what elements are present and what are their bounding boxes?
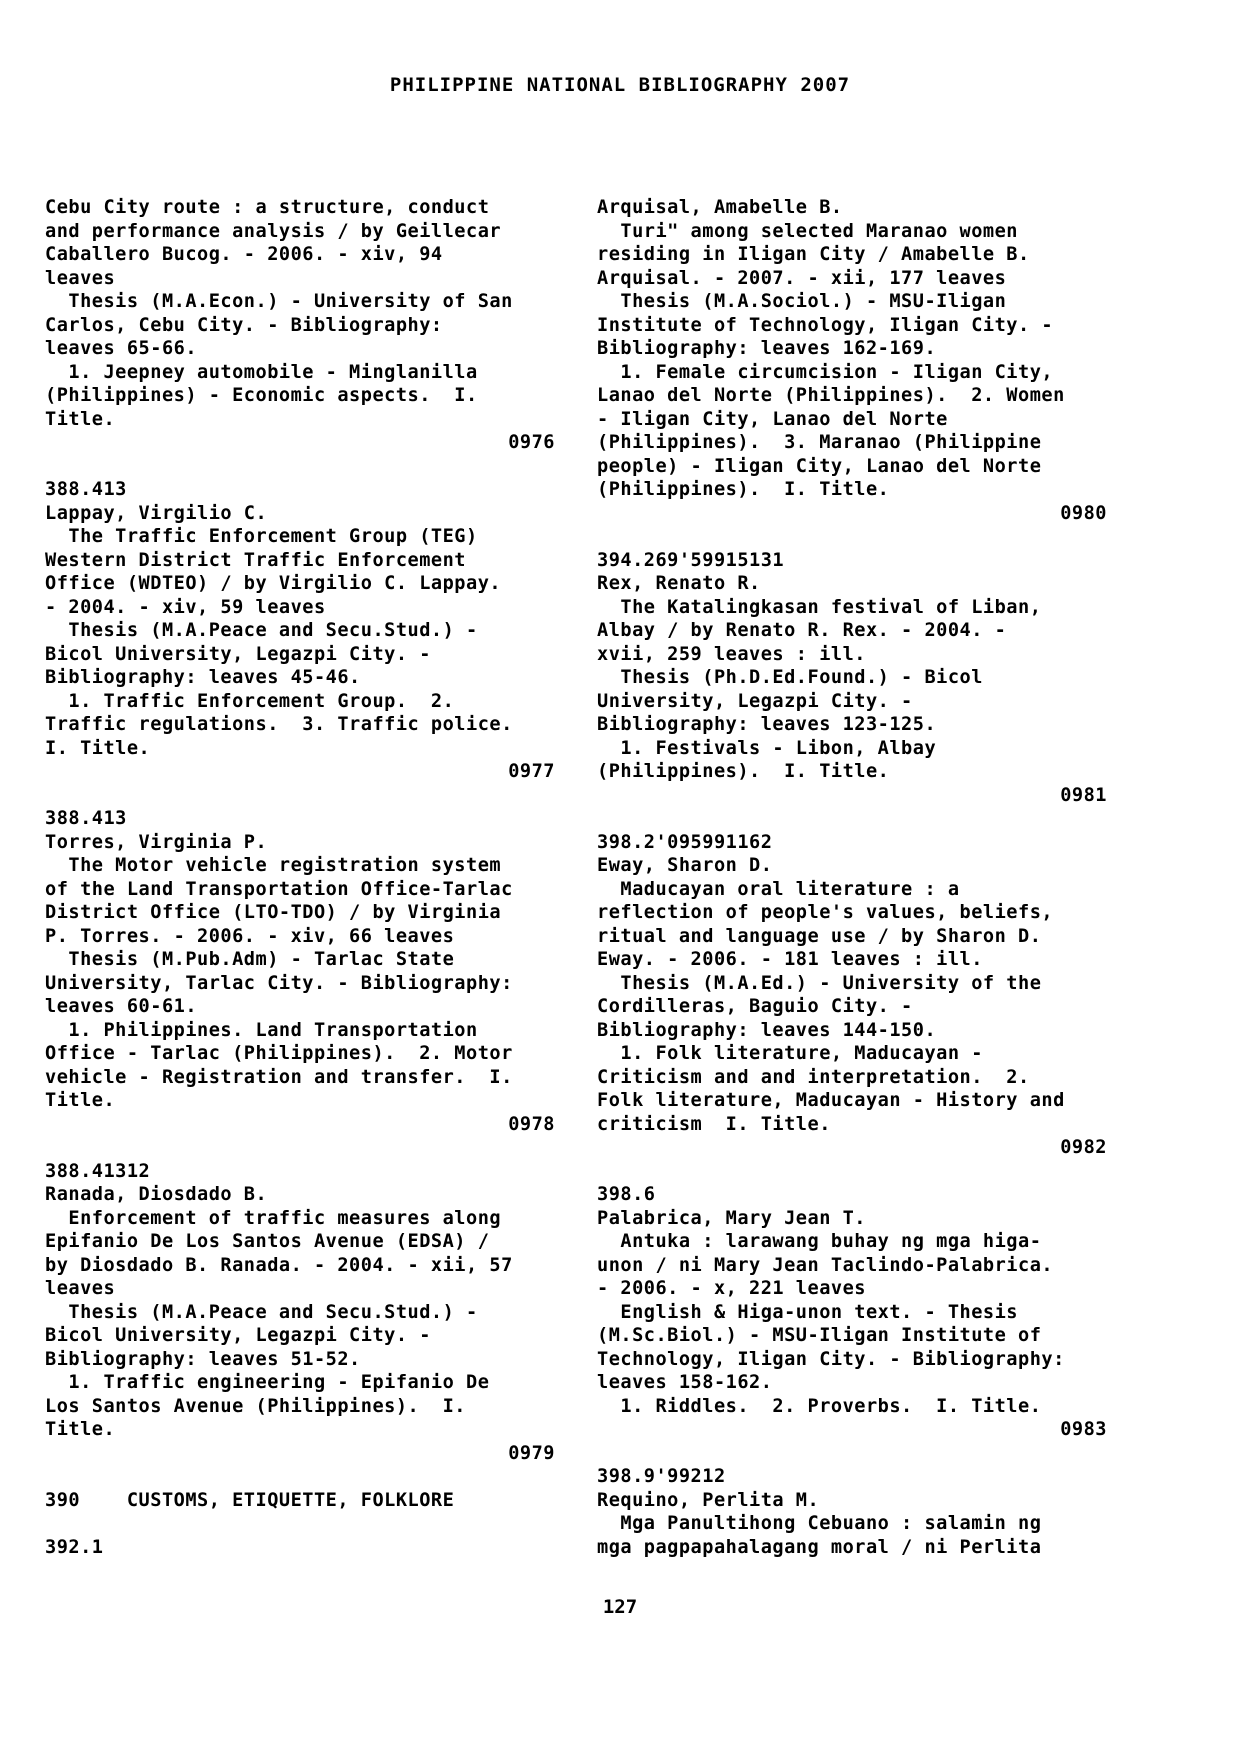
entry-line: mga pagpapahalagang moral / ni Perlita [597, 1536, 1042, 1558]
record-number: 0978 [508, 1113, 555, 1135]
entry-line: Thesis (M.A.Peace and Secu.Stud.) - [45, 620, 478, 641]
entry-line: Bibliography: leaves 45-46. [45, 667, 361, 688]
blank-line [597, 525, 1107, 549]
entry-line: I. Title. [45, 737, 151, 759]
entry-line: leaves [45, 267, 116, 289]
entry-line: Enforcement of traffic measures along [45, 1207, 502, 1229]
entry-line: Bibliography: leaves 144-150. [597, 1019, 937, 1041]
entry-line: criticism I. Title. [597, 1113, 831, 1135]
entry-line: 394.269'59915131 [597, 549, 785, 571]
record-number: 0980 [1060, 502, 1107, 524]
entry-line: xvii, 259 leaves : ill. [597, 643, 866, 665]
entry-line: 1. Female circumcision - Iligan City, [597, 361, 1054, 383]
entry-line: Traffic regulations. 3. Traffic police. [45, 714, 513, 735]
entry-line: English & Higa-unon text. - Thesis [597, 1301, 1018, 1323]
entry-line: unon / ni Mary Jean Taclindo-Palabrica. [597, 1254, 1054, 1276]
record-number: 0982 [1060, 1137, 1107, 1158]
blank-line [45, 455, 555, 479]
entry-line: and performance analysis / by Geillecar [45, 220, 502, 242]
entry-line: Antuka : larawang buhay ng mga higa- [597, 1231, 1042, 1252]
blank-line [45, 1136, 555, 1160]
blank-line [45, 1512, 555, 1536]
entry-line: Albay / by Renato R. Rex. - 2004. - [597, 620, 1007, 641]
page-number: 127 [602, 1596, 638, 1618]
entry-line: Thesis (M.A.Sociol.) - MSU-Iligan [597, 291, 1007, 312]
entry-line: (Philippines). I. Title. [597, 761, 890, 782]
entry-line: leaves 60-61. [45, 996, 198, 1017]
entry-line: residing in Iligan City / Amabelle B. [597, 244, 1030, 265]
entry-line: of the Land Transportation Office-Tarlac [45, 878, 513, 900]
entry-line: Eway. - 2006. - 181 leaves : ill. [597, 949, 983, 970]
entry-line: leaves [45, 1278, 116, 1299]
entry-line: (Philippines) - Economic aspects. I. [45, 385, 478, 406]
entry-line: 1. Festivals - Libon, Albay [597, 737, 937, 759]
entry-line: Maducayan oral literature : a [597, 878, 960, 900]
entry-line: 1. Philippines. Land Transportation [45, 1019, 478, 1041]
entry-line: reflection of people's values, beliefs, [597, 902, 1054, 923]
entry-line: Mga Panultihong Cebuano : salamin ng [597, 1513, 1042, 1534]
entry-line: The Motor vehicle registration system [45, 855, 502, 876]
entry-line: Title. [45, 1419, 116, 1440]
entry-line: Torres, Virginia P. [45, 831, 268, 853]
entry-line: people) - Iligan City, Lanao del Norte [597, 455, 1042, 477]
entry-line: Lappay, Virgilio C. [45, 502, 268, 524]
entry-line: Office (WDTEO) / by Virgilio C. Lappay. [45, 573, 502, 594]
entry-line: 1. Jeepney automobile - Minglanilla [45, 361, 478, 383]
entry-line: Thesis (Ph.D.Ed.Found.) - Bicol [597, 667, 983, 688]
entry-line: Los Santos Avenue (Philippines). I. [45, 1395, 466, 1417]
entry-line: Bicol University, Legazpi City. - [45, 643, 431, 665]
entry-line: Thesis (M.A.Ed.) - University of the [597, 972, 1042, 994]
entry-line: P. Torres. - 2006. - xiv, 66 leaves [45, 925, 455, 947]
entry-line: The Katalingkasan festival of Liban, [597, 596, 1042, 618]
blank-line [45, 784, 555, 808]
entry-line: University, Tarlac City. - Bibliography: [45, 972, 513, 994]
entry-line: Requino, Perlita M. [597, 1489, 820, 1511]
entry-line: (Philippines). I. Title. [597, 479, 890, 500]
entry-line: - 2004. - xiv, 59 leaves [45, 596, 326, 618]
entry-line: 398.2'095991162 [597, 831, 773, 853]
page-header: PHILIPPINE NATIONAL BIBLIOGRAPHY 2007 [389, 74, 851, 96]
entry-line: 1. Folk literature, Maducayan - [597, 1043, 983, 1064]
entry-line: Arquisal, Amabelle B. [597, 197, 843, 218]
record-number: 0976 [508, 432, 555, 453]
entry-line: Palabrica, Mary Jean T. [597, 1207, 866, 1229]
entry-line: 388.413 [45, 808, 127, 829]
left-column [45, 196, 555, 1559]
entry-line: Technology, Iligan City. - Bibliography: [597, 1348, 1065, 1370]
blank-line [45, 1465, 555, 1489]
entry-line: leaves 158-162. [597, 1372, 773, 1393]
entry-line: Thesis (M.Pub.Adm) - Tarlac State [45, 949, 455, 970]
entry-line: Bibliography: leaves 51-52. [45, 1348, 361, 1370]
entry-line: vehicle - Registration and transfer. I. [45, 1066, 513, 1088]
entry-line: Eway, Sharon D. [597, 855, 773, 876]
entry-line: Western District Traffic Enforcement [45, 549, 466, 571]
entry-line: Cordilleras, Baguio City. - [597, 996, 913, 1017]
record-number: 0979 [508, 1442, 555, 1464]
entry-line: Rex, Renato R. [597, 573, 761, 594]
entry-line: ritual and language use / by Sharon D. [597, 925, 1042, 947]
entry-line: Bicol University, Legazpi City. - [45, 1325, 431, 1346]
entry-line: - Iligan City, Lanao del Norte [597, 408, 948, 430]
entry-line: by Diosdado B. Ranada. - 2004. - xii, 57 [45, 1254, 513, 1276]
entry-line: (M.Sc.Biol.) - MSU-Iligan Institute of [597, 1325, 1042, 1346]
entry-line: Bibliography: leaves 123-125. [597, 714, 937, 735]
entry-line: Turi" among selected Maranao women [597, 220, 1018, 242]
entry-line: 388.41312 [45, 1160, 151, 1182]
entry-line: - 2006. - x, 221 leaves [597, 1278, 866, 1299]
entry-line: Criticism and and interpretation. 2. [597, 1066, 1030, 1088]
entry-line: Epifanio De Los Santos Avenue (EDSA) / [45, 1231, 490, 1252]
blank-line [597, 1160, 1107, 1184]
entry-line: Office - Tarlac (Philippines). 2. Motor [45, 1043, 513, 1064]
entry-line: 392.1 [45, 1536, 104, 1558]
entry-line: Thesis (M.A.Peace and Secu.Stud.) - [45, 1301, 478, 1323]
entry-line: District Office (LTO-TDO) / by Virginia [45, 902, 502, 923]
entry-line: Arquisal. - 2007. - xii, 177 leaves [597, 267, 1007, 289]
entry-line: 1. Traffic engineering - Epifanio De [45, 1372, 490, 1393]
entry-line: (Philippines). 3. Maranao (Philippine [597, 432, 1042, 453]
entry-line: 1. Riddles. 2. Proverbs. I. Title. [597, 1395, 1042, 1417]
entry-line: Bibliography: leaves 162-169. [597, 338, 937, 359]
right-column [597, 196, 1107, 1559]
entry-line: 398.9'99212 [597, 1466, 726, 1487]
blank-line [597, 1442, 1107, 1466]
record-number: 0983 [1060, 1419, 1107, 1440]
entry-line: 398.6 [597, 1184, 656, 1205]
entry-line: Title. [45, 408, 116, 430]
entry-line: University, Legazpi City. - [597, 690, 913, 712]
entry-line: Carlos, Cebu City. - Bibliography: [45, 314, 443, 336]
entry-line: Caballero Bucog. - 2006. - xiv, 94 [45, 244, 443, 265]
entry-line: Institute of Technology, Iligan City. - [597, 314, 1054, 336]
entry-line: leaves 65-66. [45, 338, 198, 359]
record-number: 0977 [508, 761, 555, 782]
entry-line: 388.413 [45, 479, 127, 500]
blank-line [597, 807, 1107, 831]
entry-line: 1. Traffic Enforcement Group. 2. [45, 690, 455, 712]
record-number: 0981 [1060, 784, 1107, 806]
entry-line: Lanao del Norte (Philippines). 2. Women [597, 385, 1065, 406]
entry-line: The Traffic Enforcement Group (TEG) [45, 526, 478, 547]
entry-line: Title. [45, 1090, 116, 1111]
entry-line: Cebu City route : a structure, conduct [45, 197, 490, 218]
entry-line: Folk literature, Maducayan - History and [597, 1090, 1065, 1111]
entry-line: Thesis (M.A.Econ.) - University of San [45, 291, 513, 312]
entry-line: 390 CUSTOMS, ETIQUETTE, FOLKLORE [45, 1489, 455, 1511]
entry-line: Ranada, Diosdado B. [45, 1184, 268, 1205]
